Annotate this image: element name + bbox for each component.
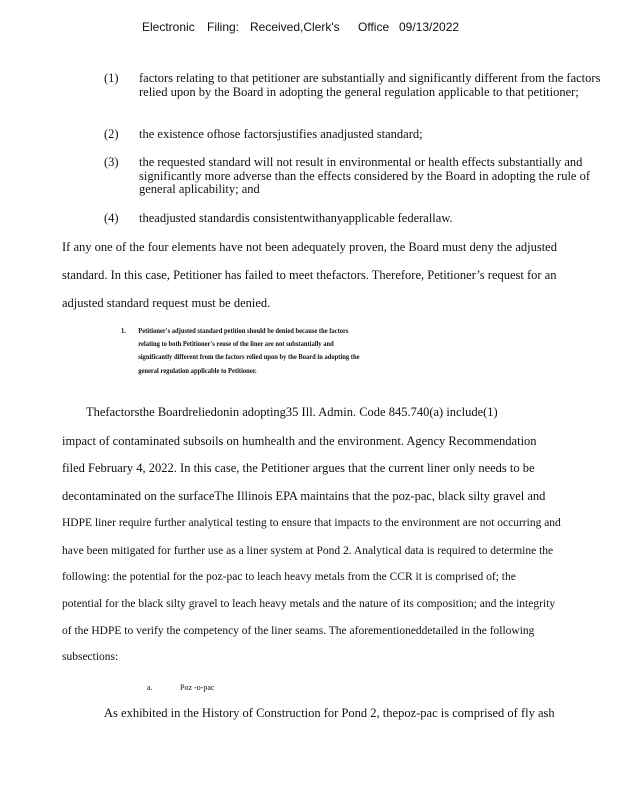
body-line: impact of contaminated subsoils on humhealth and the environment. Agency Recommendation bbox=[62, 434, 537, 448]
element-number: (1) bbox=[104, 71, 119, 85]
body-line: decontaminated on the surfaceThe Illinois EPA maintains that the poz-pac, black silty gravel and bbox=[62, 489, 546, 503]
header-filing: Filing: bbox=[207, 20, 240, 34]
body-line: As exhibited in the History of Construction for Pond 2, thepoz-pac is comprised of fly ash bbox=[104, 706, 555, 720]
header-date: 09/13/2022 bbox=[399, 20, 460, 34]
body-line: have been mitigated for further use as a liner system at Pond 2. Analytical data is required to determine the bbox=[62, 545, 554, 557]
body-line: adjusted standard request must be denied. bbox=[62, 296, 271, 310]
body-line: subsections: bbox=[62, 651, 119, 663]
header-office: Office bbox=[358, 20, 390, 34]
element-number: (2) bbox=[104, 127, 119, 141]
body-line: HDPE liner require further analytical testing to ensure that impacts to the environment are not occurring and bbox=[62, 517, 561, 529]
subsection-letter: a. bbox=[147, 683, 153, 692]
element-number: (3) bbox=[104, 155, 119, 169]
body-line: following: the potential for the poz-pac to leach heavy metals from the CCR it is comprised of; the bbox=[62, 571, 516, 583]
section-heading-line: general regulation applicable to Petitioner. bbox=[138, 365, 257, 375]
element-text: the requested standard will not result in environmental or health effects substantially and significantly more adverse than the effects considered by the Board in adopting the rule of general aplicability; and bbox=[139, 155, 591, 196]
section-heading-line: relating to both Petitioner's reuse of the liner are not substantially and bbox=[138, 339, 334, 349]
body-line: of the HDPE to verify the competency of the liner seams. The aforementioneddetailed in the following bbox=[62, 625, 535, 637]
element-text: theadjusted standardis consistentwithanyapplicable federallaw. bbox=[139, 211, 453, 225]
subsection-title: Poz -o-pac bbox=[180, 683, 215, 692]
section-heading-number: 1. bbox=[121, 326, 126, 335]
header-received: Received,Clerk's bbox=[250, 20, 340, 34]
element-text: factors relating to that petitioner are substantially and significantly different from the factors relied upon by the Board in adopting the general regulation applicable to that petitioner; bbox=[139, 71, 601, 99]
body-line: If any one of the four elements have not been adequately proven, the Board must deny the adjusted bbox=[62, 240, 557, 254]
element-number: (4) bbox=[104, 211, 119, 225]
body-line: Thefactorsthe Boardreliedonin adopting35 Ill. Admin. Code 845.740(a) include(1) bbox=[86, 405, 498, 419]
body-line: standard. In this case, Petitioner has failed to meet thefactors. Therefore, Petitioner’s request for an bbox=[62, 268, 557, 282]
body-line: filed February 4, 2022. In this case, the Petitioner argues that the current liner only needs to be bbox=[62, 461, 535, 475]
header-electronic: Electronic bbox=[142, 20, 195, 34]
element-text: the existence ofhose factorsjustifies anadjusted standard; bbox=[139, 127, 423, 141]
section-heading-line: significantly different from the factors relied upon by the Board in adopting the bbox=[138, 352, 360, 362]
section-heading-line: Petitioner's adjusted standard petition should be denied because the factors bbox=[138, 326, 349, 335]
body-line: potential for the black silty gravel to leach heavy metals and the nature of its composition; and the integrity bbox=[62, 598, 556, 610]
